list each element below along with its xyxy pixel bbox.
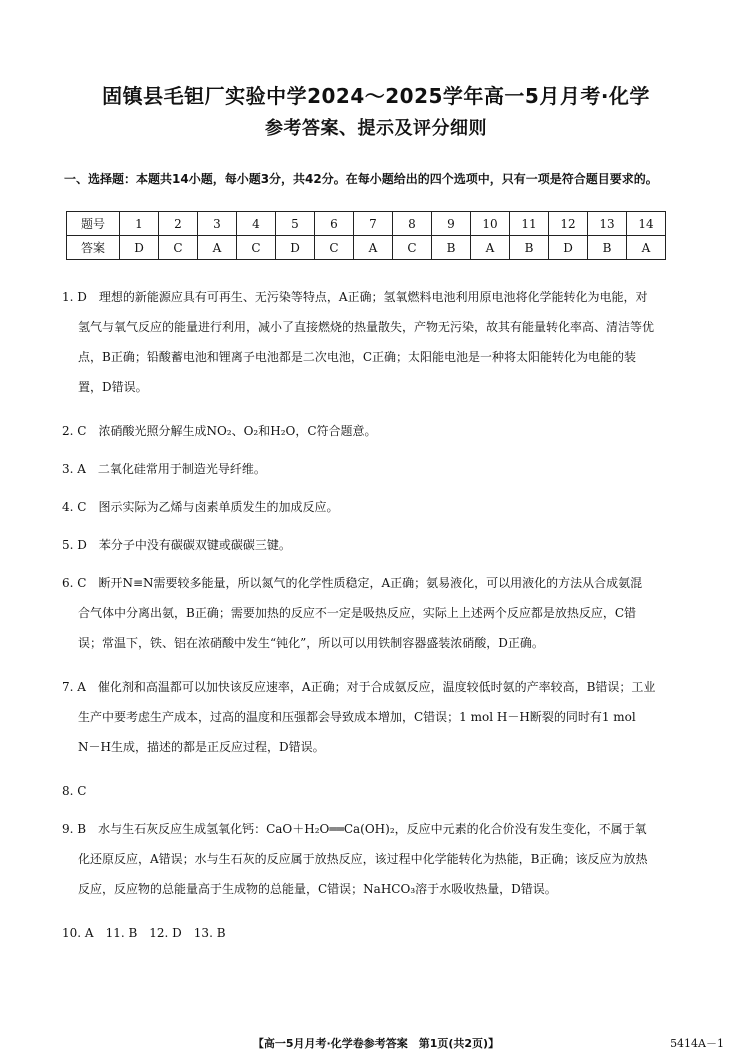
explanation-line: 4. C 图示实际为乙烯与卤素单质发生的加成反应。 bbox=[62, 500, 339, 514]
explanation-line: 误；常温下，铁、铝在浓硝酸中发生“钝化”，所以可以用铁制容器盛装浓硝酸，D正确。 bbox=[78, 636, 544, 650]
explanation-line: 10. A 11. B 12. D 13. B bbox=[62, 926, 226, 940]
answer-row bbox=[67, 236, 666, 260]
page-subtitle: 参考答案、提示及评分细则 bbox=[265, 118, 487, 139]
question-number-cell: 4 bbox=[237, 212, 276, 236]
answer-cell: D bbox=[276, 236, 315, 260]
explanation-line: 6. C 断开N≡N需要较多能量，所以氮气的化学性质稳定，A正确；氨易液化，可以用液化的方法从合成氨混 bbox=[62, 576, 643, 590]
question-number-cell: 8 bbox=[393, 212, 432, 236]
explanation-line: 7. A 催化剂和高温都可以加快该反应速率，A正确；对于合成氨反应，温度较低时氨的产率较高，B错误；工业 bbox=[62, 680, 656, 694]
explanation-line: 点，B正确；铅酸蓄电池和锂离子电池都是二次电池，C正确；太阳能电池是一种将太阳能转化为电能的装 bbox=[78, 350, 637, 364]
explanation-line: 3. A 二氧化硅常用于制造光导纤维。 bbox=[62, 462, 266, 476]
table-row-label: 答案 bbox=[67, 236, 120, 260]
explanation-line: 反应，反应物的总能量高于生成物的总能量，C错误；NaHCO₃溶于水吸收热量，D错误。 bbox=[78, 882, 557, 896]
answer-cell: D bbox=[120, 236, 159, 260]
explanation-line: 氢气与氧气反应的能量进行利用，减小了直接燃烧的热量散失，产物无污染，故其有能量转化率高、清洁等优 bbox=[78, 320, 655, 334]
footer-page-info: 【高一5月月考·化学卷参考答案 第1页(共2页)】 bbox=[252, 1037, 500, 1050]
answer-cell: D bbox=[549, 236, 588, 260]
explanation-item-5 bbox=[62, 535, 694, 559]
explanation-line: 化还原反应，A错误；水与生石灰的反应属于放热反应，该过程中化学能转化为热能，B正确；该反应为放热 bbox=[78, 852, 648, 866]
question-number-cell: 13 bbox=[588, 212, 627, 236]
explanation-line: 2. C 浓硝酸光照分解生成NO₂、O₂和H₂O，C符合题意。 bbox=[62, 424, 377, 438]
explanation-item-3 bbox=[62, 459, 694, 483]
question-number-row bbox=[67, 212, 666, 236]
answer-cell: C bbox=[315, 236, 354, 260]
explanation-item-8 bbox=[62, 781, 694, 805]
answer-cell: B bbox=[432, 236, 471, 260]
question-number-cell: 12 bbox=[549, 212, 588, 236]
question-number-cell: 14 bbox=[627, 212, 666, 236]
question-number-cell: 9 bbox=[432, 212, 471, 236]
explanation-item-1 bbox=[62, 287, 694, 407]
answer-cell: B bbox=[588, 236, 627, 260]
answer-cell: A bbox=[627, 236, 666, 260]
explanation-line: 置，D错误。 bbox=[78, 380, 148, 394]
answer-cell: A bbox=[471, 236, 510, 260]
question-number-cell: 7 bbox=[354, 212, 393, 236]
question-number-cell: 11 bbox=[510, 212, 549, 236]
section-heading: 一、选择题：本题共14小题，每小题3分，共42分。在每小题给出的四个选项中，只有一项是符合题目要求的。 bbox=[64, 172, 658, 186]
question-number-cell: 3 bbox=[198, 212, 237, 236]
explanation-line: 合气体中分离出氨，B正确；需要加热的反应不一定是吸热反应，实际上上述两个反应都是放热反应，C错 bbox=[78, 606, 637, 620]
table-row-label: 题号 bbox=[67, 212, 120, 236]
explanation-line: N－H生成，描述的都是正反应过程，D错误。 bbox=[78, 740, 325, 754]
explanation-line: 9. B 水与生石灰反应生成氢氧化钙：CaO＋H₂O══Ca(OH)₂，反应中元素的化合价没有发生变化，不属于氧 bbox=[62, 822, 647, 836]
question-number-cell: 1 bbox=[120, 212, 159, 236]
explanation-item-9 bbox=[62, 819, 694, 909]
explanation-line: 1. D 理想的新能源应具有可再生、无污染等特点，A正确；氢氧燃料电池利用原电池将化学能转化为电能，对 bbox=[62, 290, 648, 304]
answer-cell: C bbox=[237, 236, 276, 260]
explanation-item-6 bbox=[62, 573, 694, 663]
explanation-list bbox=[62, 287, 694, 961]
explanation-item-10-13 bbox=[62, 923, 694, 947]
question-number-cell: 6 bbox=[315, 212, 354, 236]
explanation-line: 生产中要考虑生产成本，过高的温度和压强都会导致成本增加，C错误；1 mol H－H断裂的同时有1 mol bbox=[78, 710, 636, 724]
explanation-item-7 bbox=[62, 677, 694, 767]
answer-cell: C bbox=[159, 236, 198, 260]
page-title: 固镇县毛钽厂实验中学2024～2025学年高一5月月考·化学 bbox=[102, 84, 650, 108]
answer-table bbox=[66, 211, 666, 260]
answer-cell: B bbox=[510, 236, 549, 260]
explanation-item-4 bbox=[62, 497, 694, 521]
question-number-cell: 10 bbox=[471, 212, 510, 236]
explanation-item-2 bbox=[62, 421, 694, 445]
answer-cell: A bbox=[354, 236, 393, 260]
footer-code: 5414A－1 bbox=[670, 1037, 724, 1050]
answer-cell: A bbox=[198, 236, 237, 260]
question-number-cell: 5 bbox=[276, 212, 315, 236]
answer-cell: C bbox=[393, 236, 432, 260]
explanation-line: 5. D 苯分子中没有碳碳双键或碳碳三键。 bbox=[62, 538, 291, 552]
question-number-cell: 2 bbox=[159, 212, 198, 236]
explanation-line: 8. C bbox=[62, 784, 87, 798]
